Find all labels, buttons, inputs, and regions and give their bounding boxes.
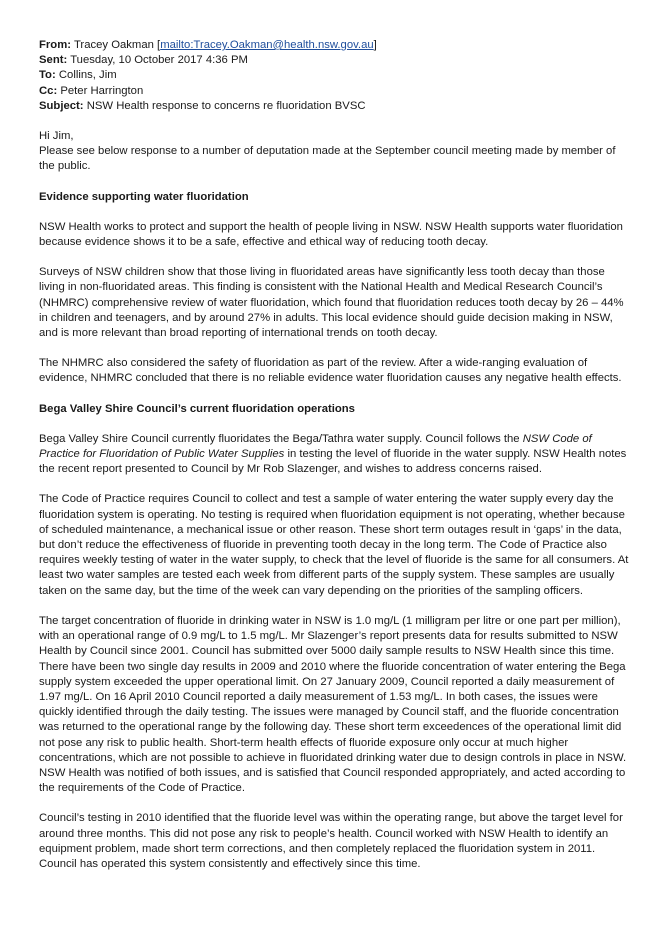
from-bracket-close: ] bbox=[373, 39, 377, 51]
paragraph-6: The target concentration of fluoride in drinking water in NSW is 1.0 mg/L (1 milligram per litre or one part per million), with an operational range of 0.9 mg/L to 1.5 mg/L. Mr Slazenger’s report presents data for results submitted to NSW Health by Council since 2001. Council has submitted over 5000 daily sample results to NSW Health since this time. There have been two single day results in 2009 and 2010 where the fluoride concentration of water entering the Bega supply system exceeded the upper operational limit. On 27 January 2009, Council reported a daily measurement of 1.97 mg/L. On 16 April 2010 Council reported a daily measurement of 1.53 mg/L. In both cases, the issues were quickly identified through the daily testing. The issues were managed by Council staff, and the fluoride concentration was returned to the operational range by the following day. These short term exceedences of the operational limit did not pose any risk to public health. Short-term health effects of fluoride exposure only occur at much higher concentrations, which are not possible to achieve in fluoridated drinking water due to design controls in place in NSW. NSW Health was notified of both issues, and is satisfied that Council responded appropriately, and acted according to the requirements of the Code of Practice. bbox=[39, 614, 627, 795]
paragraph-2: Surveys of NSW children show that those living in fluoridated areas have significantly less tooth decay than those living in non-fluoridated areas. This finding is consistent with the National Health and Medical Research Council’s (NHMRC) comprehensive review of water fluoridation, which found that fluoridation reduces tooth decay by 26 – 44% in children and teenagers, and by around 27% in adults. This local evidence should guide decision making in NSW, and is more relevant than broad reporting of international trends on tooth decay. bbox=[39, 266, 624, 340]
from-bracket-open: [ bbox=[157, 39, 161, 51]
from-name: Tracey Oakman bbox=[73, 39, 154, 51]
subject-value: NSW Health response to concerns re fluoridation BVSC bbox=[86, 99, 366, 112]
subject-line bbox=[39, 99, 632, 114]
to-label: To: bbox=[39, 69, 56, 82]
paragraph-4-end: in testing the level of fluoride in the water supply. NSW Health notes the recent report presented to Council by Mr Rob Slazenger, and wishes to address concerns raised. bbox=[39, 448, 627, 476]
to-line bbox=[39, 68, 632, 83]
sent-label: Sent: bbox=[39, 54, 68, 67]
code-of-practice-title: NSW Code of Practice for Fluoridation of Public Water Supplies bbox=[39, 432, 592, 461]
cc-value: Peter Harrington bbox=[60, 84, 144, 97]
subject-label: Subject: bbox=[39, 99, 84, 112]
paragraph-1: NSW Health works to protect and support the health of people living in NSW. NSW Health supports water fluoridation because evidence shows it to be a safe, effective and ethical way of reducing tooth decay. bbox=[39, 220, 623, 249]
section-heading-operations: Bega Valley Shire Council’s current fluoridation operations bbox=[39, 402, 355, 415]
intro-paragraph: Please see below response to a number of deputation made at the September council meeting made by member of the public. bbox=[39, 145, 616, 173]
email-header bbox=[39, 38, 632, 114]
paragraph-7: Council’s testing in 2010 identified that the fluoride level was within the operating range, but above the target level for around three months. This did not pose any risk to people’s health. Council worked with NSW Health to identify an equipment problem, made short term corrections, and then completely replaced the fluoridation system in 2011. Council has operated this system consistently and effectively since this time. bbox=[39, 812, 623, 870]
sent-line bbox=[39, 53, 632, 68]
section-heading-evidence: Evidence supporting water fluoridation bbox=[39, 190, 249, 203]
paragraph-4-start: Bega Valley Shire Council currently fluoridates the Bega/Tathra water supply. Council follows the bbox=[39, 432, 523, 445]
paragraph-5: The Code of Practice requires Council to collect and test a sample of water entering the water supply every day the fluoridation system is operating. No testing is required when fluoridation equipment is not operating, whether because of scheduled maintenance, a mechanical issue or other reason. These short term outages result in ‘gaps’ in the data, but don’t reduce the effectiveness of fluoride in preventing tooth decay in the long term. The Code of Practice also requires weekly testing of water in the water supply, to check that the level of fluoride is the same for all consumers. At least two water samples are tested each week from different parts of the supply system. These samples are usually taken on the same day, but the time of the week can vary depending on the priorities of the sampling officers. bbox=[39, 493, 629, 597]
paragraph-4 bbox=[39, 432, 632, 478]
from-email-link[interactable]: mailto:Tracey.Oakman@health.nsw.gov.au bbox=[160, 39, 374, 51]
to-value: Collins, Jim bbox=[58, 69, 117, 82]
paragraph-3: The NHMRC also considered the safety of fluoridation as part of the review. After a wide-ranging evaluation of evidence, NHMRC concluded that there is no reliable evidence water fluoridation causes any negative health effects. bbox=[39, 357, 622, 385]
cc-line bbox=[39, 84, 632, 99]
greeting: Hi Jim, bbox=[39, 130, 74, 143]
from-line bbox=[39, 38, 632, 53]
sent-value: Tuesday, 10 October 2017 4:36 PM bbox=[70, 54, 248, 67]
cc-label: Cc: bbox=[39, 84, 58, 97]
from-label: From: bbox=[39, 39, 72, 51]
